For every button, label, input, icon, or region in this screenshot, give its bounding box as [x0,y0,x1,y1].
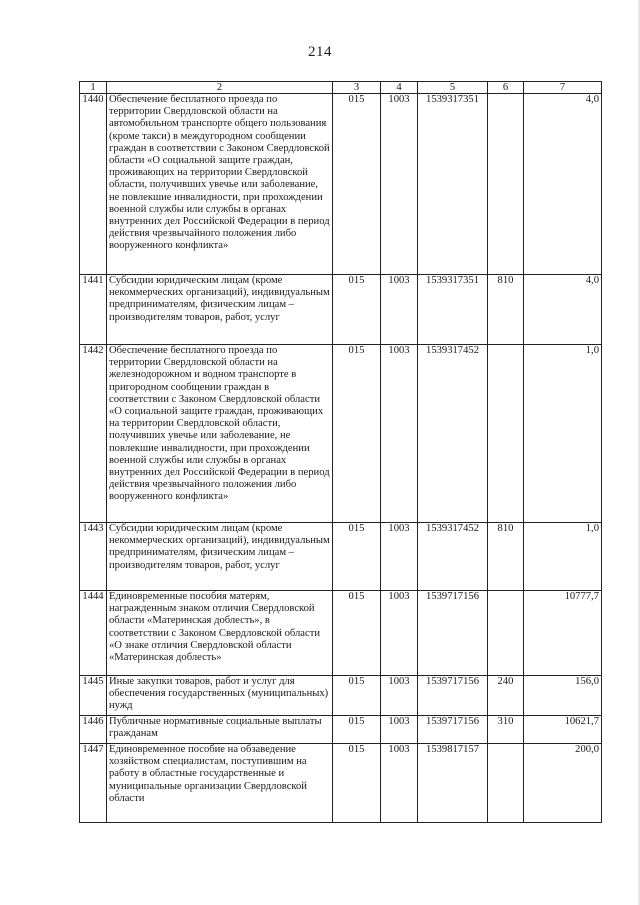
page-number: 214 [308,44,332,60]
row-number: 1445 [80,676,107,716]
header-col-7: 7 [524,82,602,94]
row-name: Обеспечение бесплатного проезда по территории Свердловской области на автомобильном транспорте общего пользования (кроме такси) в междугородном сообщении граждан в соответствии с Законом Свердловской области «О социальной защите граждан, проживающих на территории Свердловской области, получивших увечье или заболевание, не повлекшие инвалидности, при прохождении военной службы или службы в органах внутренних дел Российской Федерации в период действия чрезвычайного положения либо вооруженного конфликта» [107,94,333,275]
row-expense-type: 310 [488,716,524,744]
row-expense-type [488,744,524,823]
row-amount: 4,0 [524,94,602,275]
table-row [80,275,602,345]
table-row [80,716,602,744]
row-name: Публичные нормативные социальные выплаты гражданам [107,716,333,744]
header-col-6: 6 [488,82,524,94]
row-ministry-code: 015 [333,94,381,275]
table-row [80,523,602,591]
row-section-code: 1003 [381,94,418,275]
row-number: 1440 [80,94,107,275]
row-number: 1442 [80,345,107,523]
row-section-code: 1003 [381,744,418,823]
row-name: Субсидии юридическим лицам (кроме некоммерческих организаций), индивидуальным предпринимателям, физическим лицам – производителям товаров, работ, услуг [107,523,333,591]
header-col-5: 5 [418,82,488,94]
table-row [80,94,602,275]
row-amount: 200,0 [524,744,602,823]
header-col-3: 3 [333,82,381,94]
row-amount: 156,0 [524,676,602,716]
row-amount: 10777,7 [524,591,602,676]
row-number: 1446 [80,716,107,744]
row-name: Единовременное пособие на обзаведение хозяйством специалистам, поступившим на работу в областные государственные и муниципальные организации Свердловской области [107,744,333,823]
row-section-code: 1003 [381,523,418,591]
row-expense-type: 810 [488,275,524,345]
table-row [80,744,602,823]
row-expense-type: 240 [488,676,524,716]
row-ministry-code: 015 [333,523,381,591]
row-expense-type [488,94,524,275]
row-section-code: 1003 [381,716,418,744]
row-ministry-code: 015 [333,591,381,676]
row-target-code: 1539817157 [418,744,488,823]
row-target-code: 1539717156 [418,676,488,716]
row-target-code: 1539317452 [418,523,488,591]
table-row [80,676,602,716]
header-col-1: 1 [80,82,107,94]
row-expense-type: 810 [488,523,524,591]
row-section-code: 1003 [381,345,418,523]
row-section-code: 1003 [381,275,418,345]
row-number: 1447 [80,744,107,823]
row-ministry-code: 015 [333,744,381,823]
row-ministry-code: 015 [333,275,381,345]
header-col-2: 2 [107,82,333,94]
row-amount: 4,0 [524,275,602,345]
row-target-code: 1539717156 [418,716,488,744]
budget-table [79,81,602,823]
row-number: 1443 [80,523,107,591]
row-target-code: 1539317452 [418,345,488,523]
row-name: Единовременные пособия матерям, награжденным знаком отличия Свердловской области «Материнская доблесть», в соответствии с Законом Свердловской области «О знаке отличия Свердловской области «Материнская доблесть» [107,591,333,676]
row-number: 1441 [80,275,107,345]
row-target-code: 1539717156 [418,591,488,676]
header-col-4: 4 [381,82,418,94]
row-section-code: 1003 [381,591,418,676]
row-amount: 1,0 [524,345,602,523]
row-expense-type [488,591,524,676]
row-target-code: 1539317351 [418,94,488,275]
row-amount: 1,0 [524,523,602,591]
row-ministry-code: 015 [333,345,381,523]
row-target-code: 1539317351 [418,275,488,345]
row-ministry-code: 015 [333,716,381,744]
row-ministry-code: 015 [333,676,381,716]
row-name: Иные закупки товаров, работ и услуг для обеспечения государственных (муниципальных) нужд [107,676,333,716]
table-row [80,345,602,523]
row-number: 1444 [80,591,107,676]
table-row [80,591,602,676]
row-name: Субсидии юридическим лицам (кроме некоммерческих организаций), индивидуальным предпринимателям, физическим лицам – производителям товаров, работ, услуг [107,275,333,345]
header-row [80,82,602,94]
row-amount: 10621,7 [524,716,602,744]
row-section-code: 1003 [381,676,418,716]
row-name: Обеспечение бесплатного проезда по территории Свердловской области на железнодорожном и водном транспорте в пригородном сообщении граждан в соответствии с Законом Свердловской области «О социальной защите граждан, проживающих на территории Свердловской области, получивших увечье или заболевание, не повлекшие инвалидности, при прохождении военной службы или службы в органах внутренних дел Российской Федерации в период действия чрезвычайного положения либо вооруженного конфликта» [107,345,333,523]
row-expense-type [488,345,524,523]
